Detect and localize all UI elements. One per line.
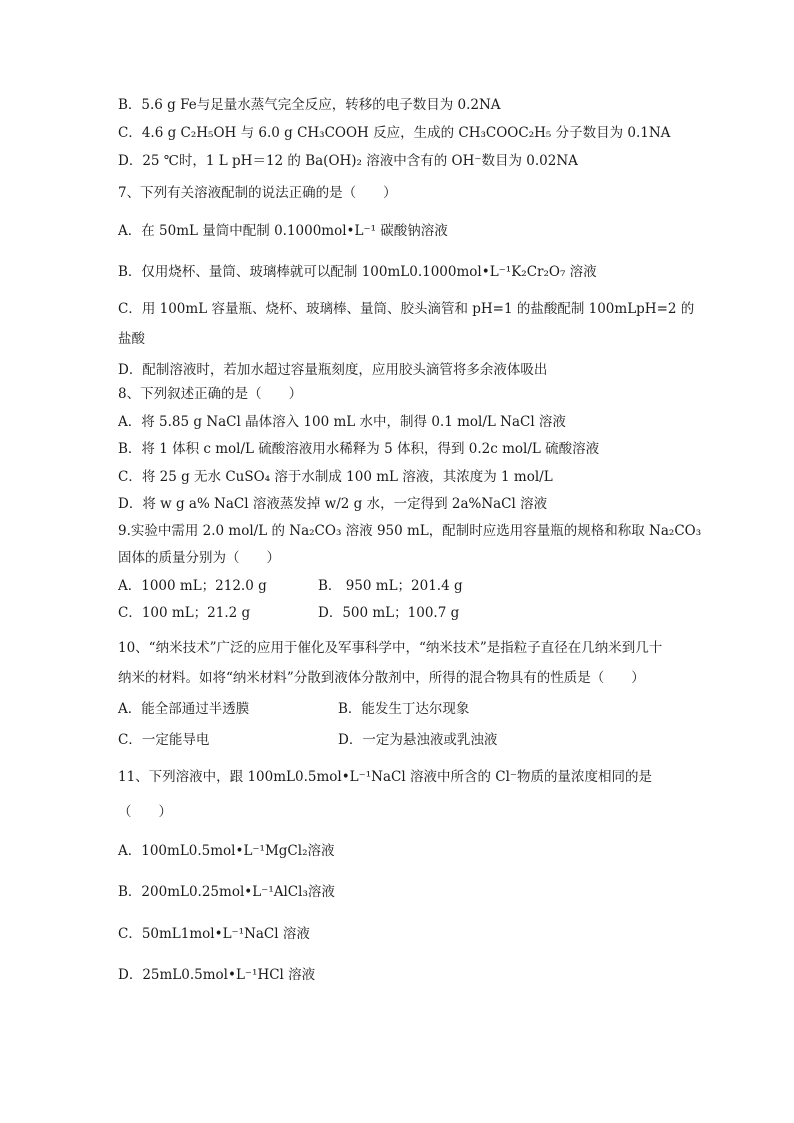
q9-stem-line2: 固体的质量分别为（ ） [118,550,280,566]
q9-stem-line1: 9.实验中需用 2.0 mol/L 的 Na₂CO₃ 溶液 950 mL，配制时应选用容量瓶的规格和称取 Na₂CO₃ [118,523,702,539]
q7-option-d: D．配制溶液时，若加水超过容量瓶刻度，应用胶头滴管将多余液体吸出 [118,362,548,378]
q9-option-b: B． 950 mL；201.4 g [318,578,463,594]
q10-stem-line1: 10、“纳米技术”广泛的应用于催化及军事科学中，“纳米技术”是指粒子直径在几纳米到几十 [118,640,663,656]
q8-option-b: B．将 1 体积 c mol/L 硫酸溶液用水稀释为 5 体积，得到 0.2c mol/L 硫酸溶液 [118,441,600,457]
q8-stem: 8、下列叙述正确的是（ ） [118,386,303,402]
q9-option-a: A．1000 mL；212.0 g [118,578,267,594]
q6-option-b: B．5.6 g Fe与足量水蒸气完全反应，转移的电子数目为 0.2NA [118,97,501,113]
q8-option-d: D．将 w g a% NaCl 溶液蒸发掉 w/2 g 水，一定得到 2a%NaCl 溶液 [118,496,548,512]
q11-stem-line2: （ ） [118,804,172,820]
q7-option-c-line1: C．用 100mL 容量瓶、烧杯、玻璃棒、量筒、胶头滴管和 pH=1 的盐酸配制 100mLpH=2 的 [118,301,695,317]
q10-option-a: A．能全部通过半透膜 [118,701,250,717]
q8-option-c: C．将 25 g 无水 CuSO₄ 溶于水制成 100 mL 溶液，其浓度为 1 mol/L [118,469,553,485]
q11-stem-line1: 11、下列溶液中，跟 100mL0.5mol•L⁻¹NaCl 溶液中所含的 Cl⁻物质的量浓度相同的是 [118,769,653,785]
q10-option-b: B．能发生丁达尔现象 [338,701,470,717]
q10-option-d: D．一定为悬浊液或乳浊液 [338,732,498,748]
q6-option-d: D．25 ℃时，1 L pH＝12 的 Ba(OH)₂ 溶液中含有的 OH⁻数目为 0.02NA [118,153,578,169]
q9-option-c: C．100 mL；21.2 g [118,605,251,621]
q8-option-a: A．将 5.85 g NaCl 晶体溶入 100 mL 水中，制得 0.1 mol/L NaCl 溶液 [118,414,566,430]
q11-option-c: C．50mL1mol•L⁻¹NaCl 溶液 [118,926,310,942]
q10-stem-line2: 纳米的材料。如将“纳米材料”分散到液体分散剂中，所得的混合物具有的性质是（ ） [118,670,645,686]
q7-option-a: A．在 50mL 量筒中配制 0.1000mol•L⁻¹ 碳酸钠溶液 [118,223,448,239]
q11-option-a: A．100mL0.5mol•L⁻¹MgCl₂溶液 [118,843,335,859]
q9-option-d: D．500 mL；100.7 g [318,605,460,621]
q6-option-c: C．4.6 g C₂H₅OH 与 6.0 g CH₃COOH 反应，生成的 CH₃COOC₂H₅ 分子数目为 0.1NA [118,125,671,141]
q11-option-b: B．200mL0.25mol•L⁻¹AlCl₃溶液 [118,884,335,900]
q10-option-c: C．一定能导电 [118,732,210,748]
q7-option-b: B．仅用烧杯、量筒、玻璃棒就可以配制 100mL0.1000mol•L⁻¹K₂Cr₂O₇ 溶液 [118,264,597,280]
q7-option-c-line2: 盐酸 [118,331,145,347]
q7-stem: 7、下列有关溶液配制的说法正确的是（ ） [118,185,397,201]
q11-option-d: D．25mL0.5mol•L⁻¹HCl 溶液 [118,967,316,983]
